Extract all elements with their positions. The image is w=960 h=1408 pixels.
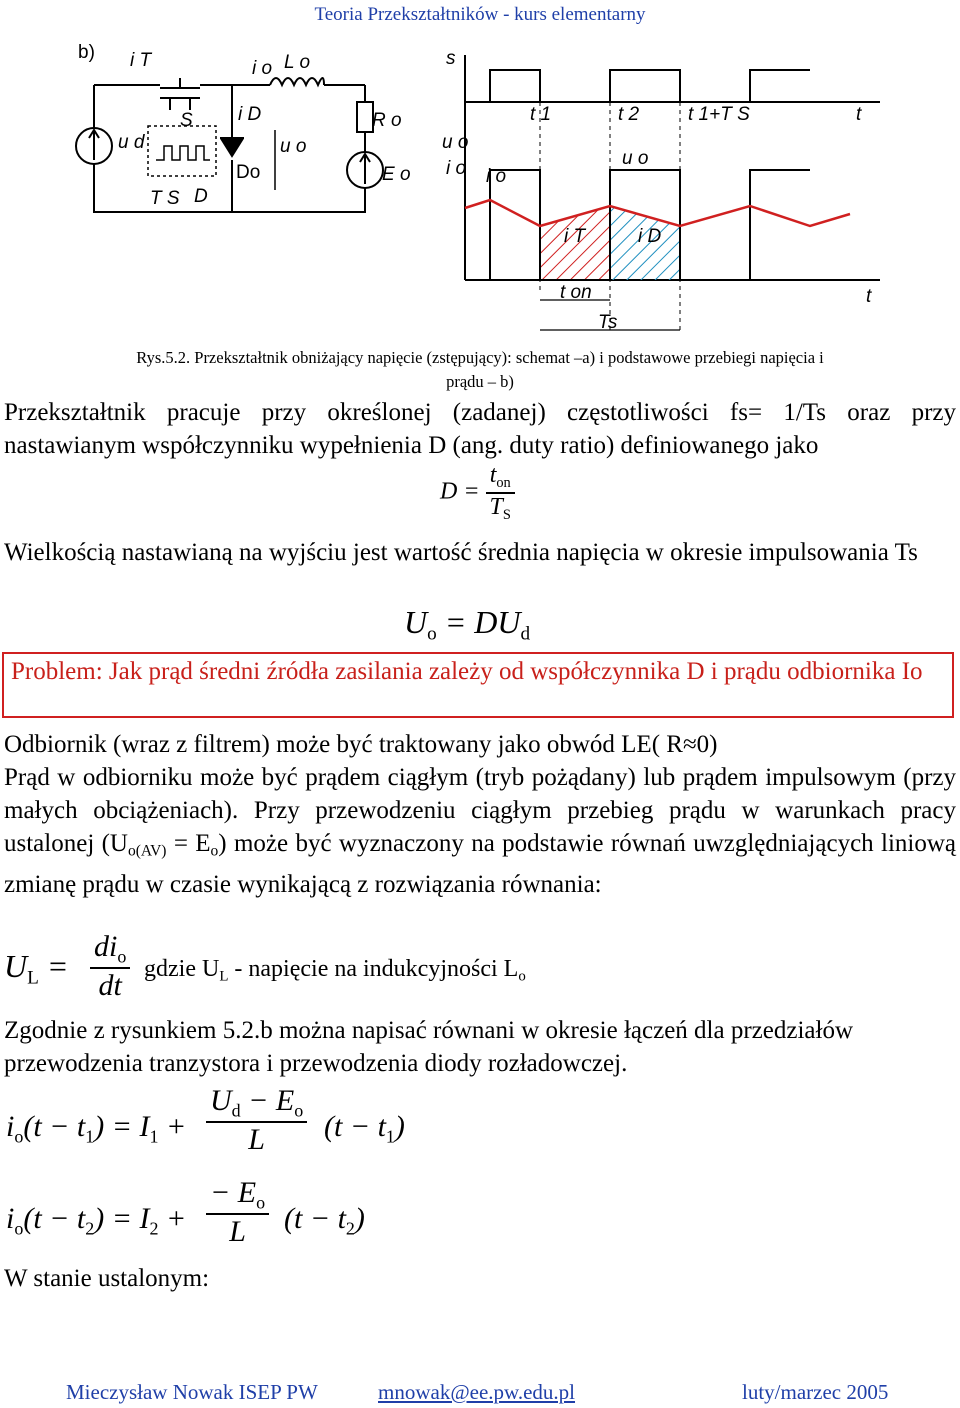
gdzie-b: - napięcie na indukcyjności L bbox=[228, 956, 519, 982]
eq-UL-den: dt bbox=[98, 969, 122, 1003]
eq2-left-sub: o bbox=[14, 1218, 24, 1239]
wave-iT: i T bbox=[564, 226, 586, 247]
label-iT: i T bbox=[130, 50, 152, 71]
wave-uo-axis: u o bbox=[442, 132, 469, 153]
p4-part-a: Prąd w odbiorniku może być prądem ciągłym (tryb pożądany) lub prądem impulsowym (przy małych obciążeniach). Przy przewodzeniu ciągłym przebieg prądu w warunkach pracy ustalonej (U bbox=[4, 764, 956, 857]
eq1-mid: ) = I bbox=[94, 1110, 150, 1143]
eq-D-den-sub: S bbox=[502, 507, 511, 524]
eq1-tail: (t − t bbox=[324, 1110, 386, 1143]
footer-author: Mieczysław Nowak ISEP PW bbox=[66, 1380, 318, 1404]
label-ud: u d bbox=[118, 132, 145, 153]
eq2-num: − E bbox=[210, 1176, 257, 1209]
eq-D-den: T bbox=[489, 494, 503, 521]
paragraph-load: Odbiornik (wraz z filtrem) może być traktowany jako obwód LE( R≈0) bbox=[4, 731, 718, 758]
eq1-plus: + bbox=[165, 1110, 187, 1143]
eq-UL-num-sub: o bbox=[117, 946, 127, 967]
eq1-num: U bbox=[210, 1084, 232, 1117]
eq-Uo-lhs: U bbox=[404, 604, 428, 640]
eq1-num-sub2: o bbox=[294, 1100, 304, 1121]
equation-diode-interval bbox=[6, 1176, 906, 1260]
footer-email-link[interactable]: mnowak@ee.pw.edu.pl bbox=[378, 1380, 576, 1404]
label-D: D bbox=[194, 186, 208, 207]
eq-UL-eq: = bbox=[46, 948, 69, 984]
wave-ton: t on bbox=[560, 282, 592, 303]
wave-uo-pulse: u o bbox=[622, 148, 649, 169]
eq-UL-lhs: U bbox=[4, 948, 28, 984]
label-Do: Do bbox=[236, 162, 261, 183]
eq2-tail: (t − t bbox=[284, 1202, 346, 1235]
eq1-num-sub: d bbox=[231, 1100, 241, 1121]
label-Lo: L o bbox=[284, 52, 311, 73]
wave-Ts: Ts bbox=[598, 312, 618, 333]
footer-date: luty/marzec 2005 bbox=[742, 1380, 889, 1404]
eq1-den: L bbox=[248, 1123, 265, 1157]
label-Ro: R o bbox=[372, 110, 402, 131]
wave-t-bottom: t bbox=[866, 286, 872, 307]
eq1-left: i bbox=[6, 1110, 15, 1143]
eq2-plus: + bbox=[165, 1202, 187, 1235]
label-Ts: T S bbox=[150, 188, 180, 209]
p4-part-b: = E bbox=[166, 830, 211, 857]
figure-caption bbox=[0, 346, 960, 394]
gdzie-sub-o: o bbox=[518, 968, 526, 985]
eq-Uo-lhs-sub: o bbox=[427, 623, 437, 645]
eq-UL-num: di bbox=[94, 930, 118, 963]
eq2-den: L bbox=[229, 1215, 246, 1249]
caption-line-2: prądu – b) bbox=[446, 372, 514, 391]
eq-Uo-rhs-sub: d bbox=[520, 623, 531, 645]
wave-t2: t 2 bbox=[618, 104, 640, 125]
eq-D-lhs: D = bbox=[440, 478, 480, 505]
eq-D-num-sub: on bbox=[496, 475, 511, 492]
eq2-tail-sub: 2 bbox=[345, 1218, 355, 1239]
label-uo: u o bbox=[280, 136, 307, 157]
eq1-tail-sub: 1 bbox=[385, 1126, 395, 1147]
eq1-tail-end: ) bbox=[394, 1110, 405, 1143]
equation-inductor-voltage bbox=[4, 930, 956, 1010]
wave-t1: t 1 bbox=[530, 104, 552, 125]
eq2-arg-sub: 2 bbox=[85, 1218, 95, 1239]
panel-label: b) bbox=[78, 42, 95, 63]
circuit-schematic bbox=[76, 42, 383, 212]
paragraph-continuous-current bbox=[4, 761, 956, 901]
eq1-num-rest: − E bbox=[240, 1084, 295, 1117]
paragraph-intervals: Zgodnie z rysunkiem 5.2.b można napisać równani w okresie łączeń dla przedziałów przewodzenia tranzystora i przewodzenia diody rozładowczej. bbox=[4, 1017, 853, 1077]
wave-io-axis: i o bbox=[446, 158, 467, 179]
p4-sub-avg: o(AV) bbox=[128, 842, 167, 860]
label-S: S bbox=[180, 110, 193, 131]
eq-UL-sub: L bbox=[27, 967, 39, 989]
equation-output-voltage bbox=[404, 604, 530, 646]
p4-sub-o: o bbox=[210, 842, 219, 860]
wave-s: s bbox=[446, 48, 456, 69]
waveforms bbox=[465, 55, 880, 330]
eq2-I-sub: 2 bbox=[149, 1218, 159, 1239]
label-Eo: E o bbox=[382, 164, 411, 185]
eq1-arg-sub: 1 bbox=[85, 1126, 95, 1147]
eq1-I-sub: 1 bbox=[149, 1126, 159, 1147]
eq1-left-sub: o bbox=[14, 1126, 24, 1147]
caption-line-1: Rys.5.2. Przekształtnik obniżający napięcie (zstępujący): schemat –a) i podstawowe przebiegi napięcia i bbox=[136, 348, 824, 367]
eq2-num-sub: o bbox=[256, 1192, 266, 1213]
waveform-labels bbox=[442, 48, 872, 333]
footer-email-wrap bbox=[378, 1380, 575, 1405]
equation-duty-ratio bbox=[440, 462, 515, 524]
wave-io-curve: i o bbox=[486, 166, 507, 187]
wave-iD: i D bbox=[638, 226, 662, 247]
paragraph-steady-state: W stanie ustalonym: bbox=[4, 1265, 210, 1292]
equation-transistor-interval bbox=[6, 1084, 906, 1168]
eq2-left: i bbox=[6, 1202, 15, 1235]
paragraph-frequency: Przekształtnik pracuje przy określonej (zadanej) częstotliwości fs= 1/Ts oraz przy nastawianym współczynniku wypełnienia D (ang. duty ratio) definiowanego jako bbox=[4, 399, 956, 459]
eq-Uo-rhs: = DU bbox=[444, 604, 521, 640]
label-io: i o bbox=[252, 58, 273, 79]
eq2-tail-end: ) bbox=[354, 1202, 365, 1235]
eq1-arg: (t − t bbox=[23, 1110, 86, 1143]
gdzie-a: gdzie U bbox=[144, 956, 220, 982]
label-iD: i D bbox=[238, 104, 262, 125]
paragraph-average-voltage: Wielkością nastawianą na wyjściu jest wartość średnia napięcia w okresie impulsowania Ts bbox=[4, 539, 918, 566]
eq-D-num: t bbox=[489, 462, 497, 488]
gdzie-sub-L: L bbox=[219, 968, 229, 985]
p4-part-c: ) może być wyznaczony na podstawie równań uwzględniających liniową zmianę prądu w czasie wynikającą z rozwiązania równania: bbox=[4, 830, 956, 898]
gdzie-text bbox=[144, 956, 526, 985]
page-header: Teoria Przekształtników - kurs elementarny bbox=[314, 4, 646, 25]
eq2-arg: (t − t bbox=[23, 1202, 86, 1235]
wave-t1Ts: t 1+T S bbox=[688, 104, 750, 125]
problem-box: Problem: Jak prąd średni źródła zasilania zależy od współczynnika D i prądu odbiornika Io bbox=[2, 652, 954, 718]
converter-figure bbox=[70, 30, 890, 344]
eq2-mid: ) = I bbox=[94, 1202, 150, 1235]
wave-t: t bbox=[856, 104, 862, 125]
